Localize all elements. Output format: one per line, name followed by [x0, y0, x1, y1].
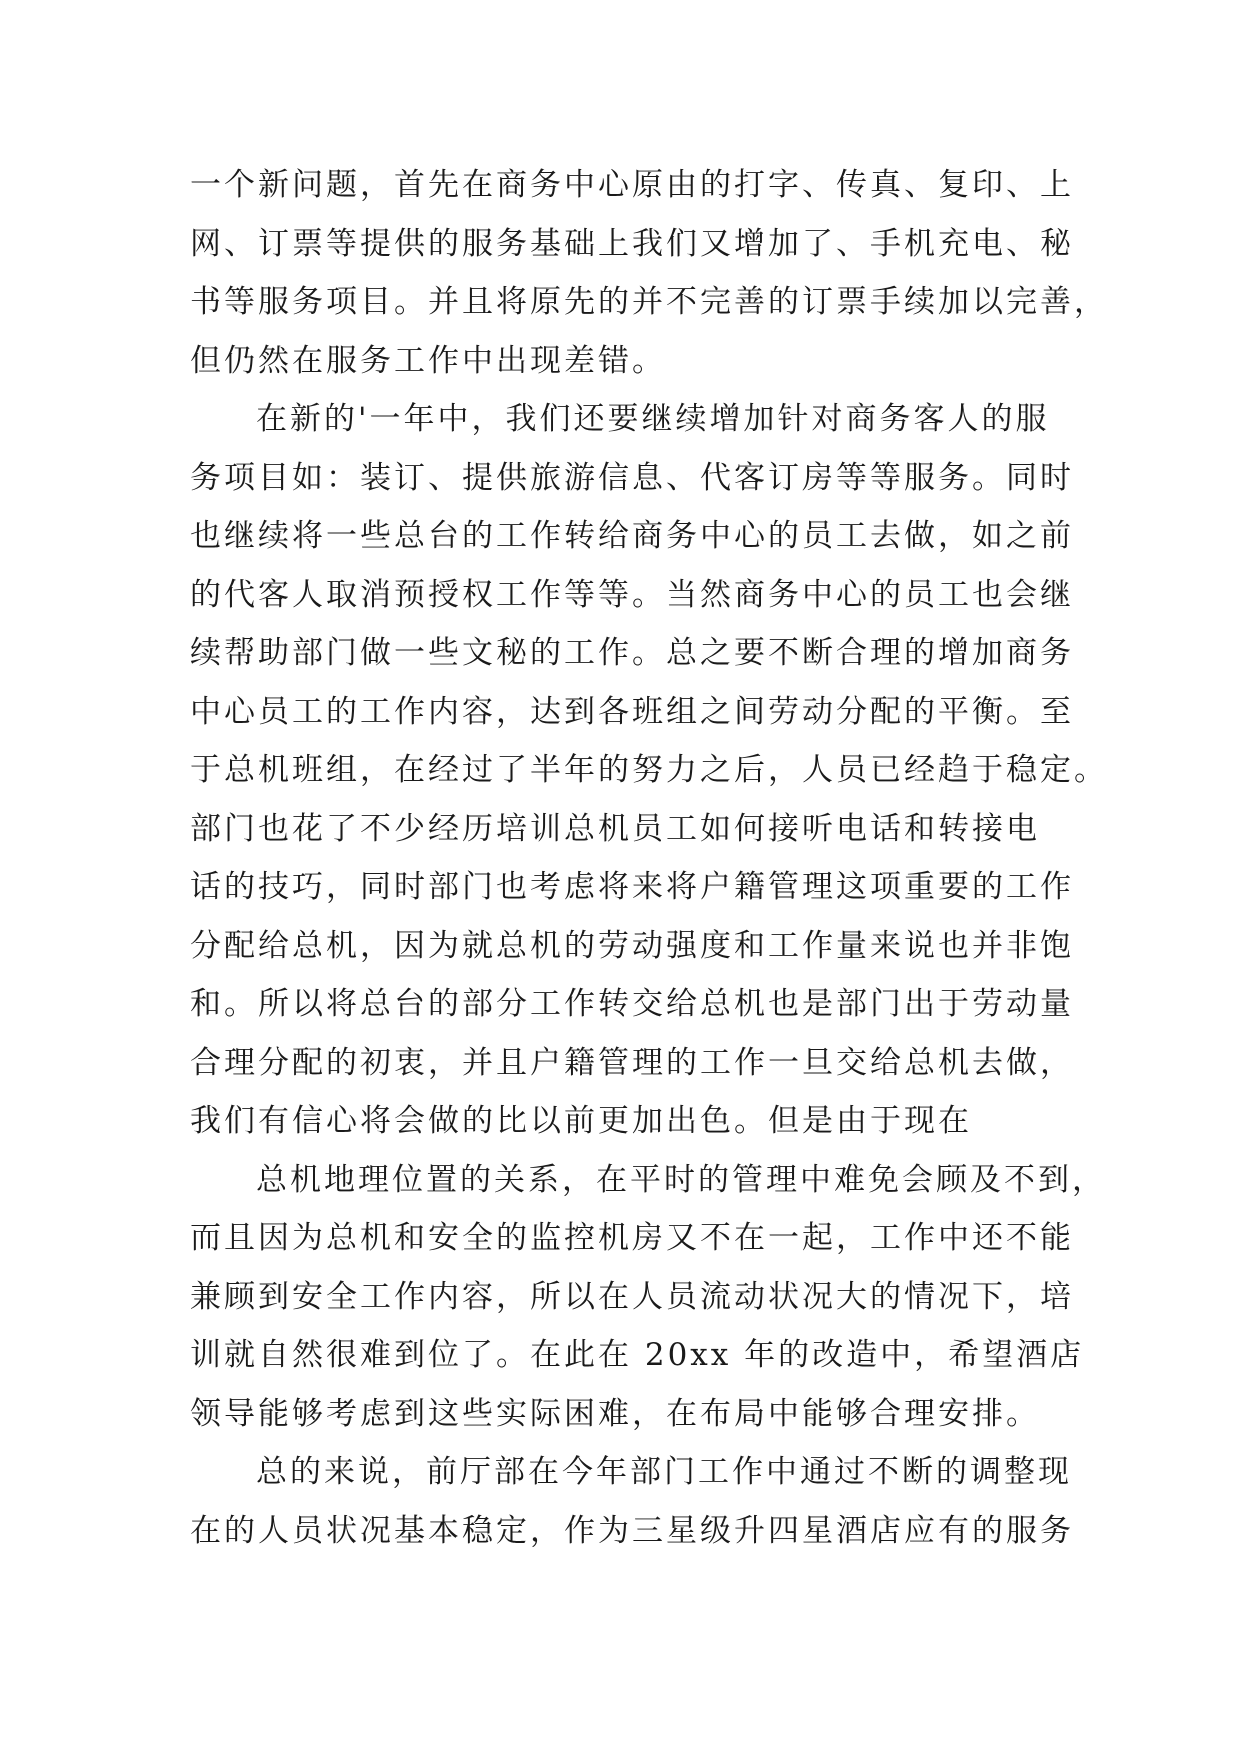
text-line: 书等服务项目。并且将原先的并不完善的订票手续加以完善，: [190, 284, 1108, 320]
text-line: 兼顾到安全工作内容，所以在人员流动状况大的情况下，培: [190, 1278, 1074, 1315]
text-line: 而且因为总机和安全的监控机房又不在一起，工作中还不能: [190, 1220, 1074, 1256]
text-line: 续帮助部门做一些文秘的工作。总之要不断合理的增加商务: [190, 635, 1074, 671]
text-line: 总的来说，前厅部在今年部门工作中通过不断的调整现: [256, 1454, 1072, 1490]
text-line: 务项目如：装订、提供旅游信息、代客订房等等服务。同时: [190, 459, 1074, 496]
text-line: 我们有信心将会做的比以前更加出色。但是由于现在: [190, 1103, 972, 1139]
text-line: 在的人员状况基本稳定，作为三星级升四星酒店应有的服务: [190, 1512, 1074, 1549]
text-line: 和。所以将总台的部分工作转交给总机也是部门出于劳动量: [190, 986, 1074, 1022]
text-line: 于总机班组，在经过了半年的努力之后，人员已经趋于稳定。: [190, 752, 1108, 788]
text-line: 中心员工的工作内容，达到各班组之间劳动分配的平衡。至: [190, 693, 1074, 730]
text-line: 的代客人取消预授权工作等等。当然商务中心的员工也会继: [190, 576, 1074, 613]
text-line: 训就自然很难到位了。在此在 20xx 年的改造中，希望酒店: [190, 1337, 1085, 1373]
text-line: 在新的'一年中，我们还要继续增加针对商务客人的服: [256, 401, 1050, 437]
text-line: 分配给总机，因为就总机的劳动强度和工作量来说也并非饱: [190, 927, 1074, 964]
text-line: 部门也花了不少经历培训总机员工如何接听电话和转接电: [190, 810, 1040, 847]
text-line: 话的技巧，同时部门也考虑将来将户籍管理这项重要的工作: [190, 869, 1074, 905]
text-line: 总机地理位置的关系，在平时的管理中难免会顾及不到，: [256, 1161, 1106, 1198]
text-line: 一个新问题，首先在商务中心原由的打字、传真、复印、上: [190, 167, 1074, 203]
text-line: 领导能够考虑到这些实际困难，在布局中能够合理安排。: [190, 1395, 1040, 1432]
text-line: 但仍然在服务工作中出现差错。: [190, 342, 666, 379]
body-text: [190, 156, 1108, 1560]
text-line: 也继续将一些总台的工作转给商务中心的员工去做，如之前: [190, 518, 1074, 554]
text-line: 合理分配的初衷，并且户籍管理的工作一旦交给总机去做，: [190, 1044, 1074, 1081]
text-line: 网、订票等提供的服务基础上我们又增加了、手机充电、秘: [190, 225, 1074, 262]
